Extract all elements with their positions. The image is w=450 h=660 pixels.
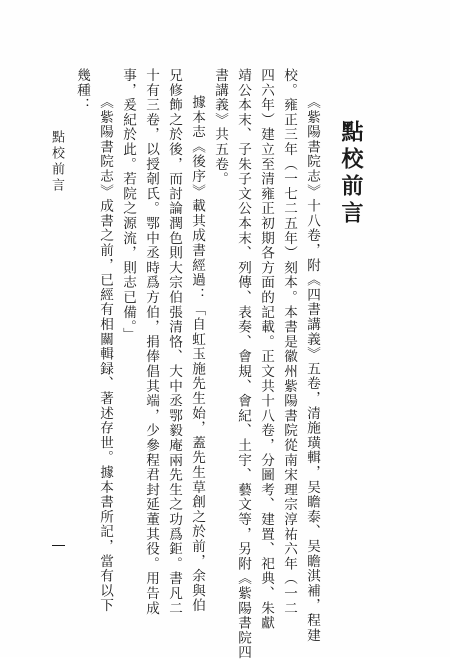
running-head: 點校前言 (49, 130, 64, 194)
page-number (52, 545, 65, 546)
text-column: 《紫陽書院志》十八卷，附《四書講義》五卷，清施璜輯，吴瞻泰、吴瞻淇補，程建 (304, 95, 320, 643)
text-column: 《紫陽書院志》成書之前，已經有相關輯録、著述存世。據本書所記，當有以下 (97, 95, 113, 613)
text-column: 兄修飾之於後，而討論潤色則大宗伯張清恪、大中丞鄂毅庵兩先生之功爲鉅。書凡二 (166, 68, 182, 616)
text-column: 據本志《後序》載其成書經過：「自虹玉施先生始，蓋先生草創之於前，余與伯 (189, 95, 205, 613)
text-column: 書講義》共五卷。 (212, 68, 228, 187)
text-column: 十有三卷，以授剞氏。鄂中丞時爲方伯，捐俸倡其端，少參程君封延董其役。用告成 (143, 68, 159, 616)
text-column: 四六年）建立至清雍正初期各方面的記載。正文共十八卷，分圖考、建置、祀典、朱獻 (258, 68, 274, 631)
text-column: 幾種： (74, 68, 90, 113)
text-column: 事，爰紀於此。若院之源流，則志已備。」 (120, 68, 136, 343)
body-text (70, 68, 323, 660)
page-title: 點校前言 (338, 120, 364, 228)
text-column: 校。雍正三年（一七二五年）刻本。本書是徽州紫陽書院從南宋理宗淳祐六年（一二 (281, 68, 297, 616)
text-column: 靖公本末、子朱子文公本末、列傳、表奏、會規、會紀、土宇、藝文等，另附《紫陽書院四 (235, 68, 251, 660)
